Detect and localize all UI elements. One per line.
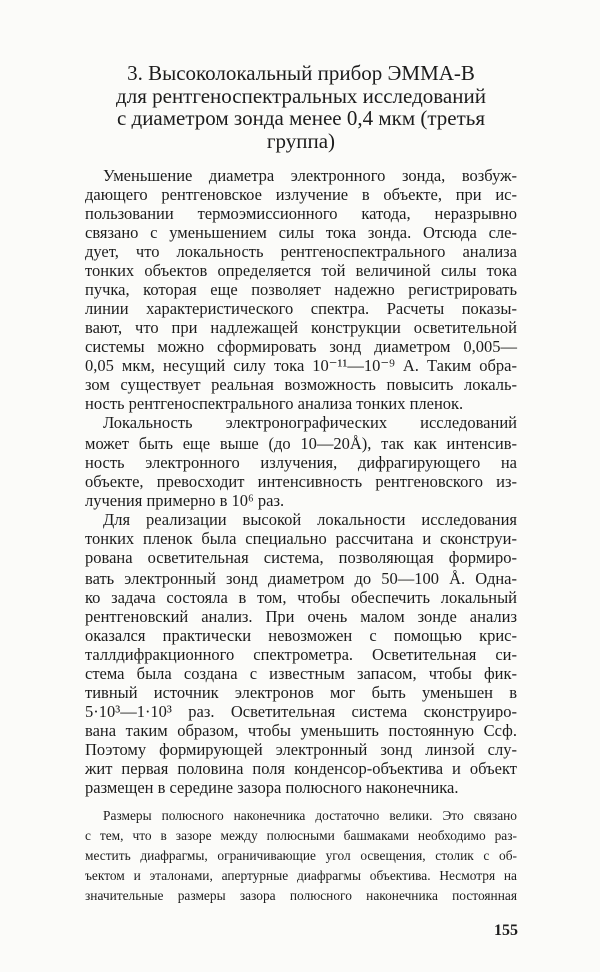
paragraph — [85, 166, 517, 413]
text-line: дует, что локальность рентгеноспектрального анализа — [85, 242, 517, 261]
text-line: ность рентгеноспектрального анализа тонких пленок. — [85, 394, 464, 413]
text-line: таллдифракционного спектрометра. Осветительная си- — [85, 645, 517, 664]
footnote-line: местить диафрагмы, ограничивающие угол освещения, столик с об- — [85, 848, 517, 863]
title-line: для рентгеноспектральных исследований — [116, 83, 486, 108]
text-line: может быть еще выше (до 10—20Å), так как интенсив- — [85, 434, 517, 453]
text-line: размещен в середине зазора полюсного наконечника. — [85, 778, 459, 797]
text-line: вана таким образом, чтобы уменьшить постоянную Cсф. — [85, 721, 517, 740]
footnote-text — [85, 806, 517, 906]
footnote-line: Размеры полюсного наконечника достаточно велики. Это связано — [103, 808, 517, 823]
text-line: зом существует реальная возможность повысить локаль- — [85, 375, 517, 394]
text-line: пользовании термоэмиссионного катода, неразрывно — [85, 204, 517, 223]
text-line: 5·10³—1·10³ раз. Осветительная система сконструиро- — [85, 702, 517, 721]
text-line: ко задача состояла в том, чтобы обеспечить локальный — [85, 588, 517, 607]
title-line: с диаметром зонда менее 0,4 мкм (третья — [116, 106, 486, 130]
text-line: тонких объектов определяется той величиной силы тока — [85, 261, 517, 280]
text-line: дающего рентгеновское излучение в объекте, при ис- — [85, 185, 517, 204]
text-line: оказался практически невозможен с помощью крис- — [85, 626, 517, 645]
text-line: пучка, которая еще позволяет надежно регистрировать — [85, 280, 517, 299]
footnote-line: ъектом и эталонами, апертурные диафрагмы объектива. Несмотря на — [85, 868, 517, 883]
paragraph — [85, 413, 517, 510]
text-line: рована осветительная система, позволяющая формиро- — [85, 548, 517, 567]
text-line: жит первая половина поля конденсор-объектива и объект — [85, 759, 517, 778]
text-line: линии характеристического спектра. Расчеты показы- — [85, 299, 517, 318]
text-line: 0,05 мкм, несущий силу тока 10⁻¹¹—10⁻⁹ А. Таким обра- — [85, 356, 517, 375]
text-line: тонких пленок была специально рассчитана и сконструи- — [85, 529, 517, 548]
text-line: ность электронного излучения, дифрагирующего на — [85, 453, 517, 472]
text-line: вать электронный зонд диаметром до 50—100 Å. Одна- — [85, 569, 517, 588]
text-line: связано с уменьшением силы тока зонда. Отсюда сле- — [85, 223, 517, 242]
text-line: системы можно сформировать зонд диаметром 0,005— — [85, 337, 517, 356]
title-line: группа) — [266, 128, 336, 153]
section-title — [80, 62, 522, 152]
paragraph — [85, 510, 517, 797]
body-text — [85, 166, 517, 797]
footnote-line: с тем, что в зазоре между полюсными башмаками необходимо раз- — [85, 828, 517, 843]
text-line: лучения примерно в 10⁶ раз. — [85, 491, 285, 510]
title-line: 3. Высоколокальный прибор ЭММА-В — [127, 61, 475, 85]
text-line: Для реализации высокой локальности исследования — [103, 510, 517, 529]
text-line: рентгеновский анализ. При очень малом зонде анализ — [85, 607, 517, 626]
text-line: вают, что при надлежащей конструкции осветительной — [85, 318, 517, 337]
text-line: тивный источник электронов мог быть уменьшен в — [85, 683, 517, 702]
text-line: Локальность электронографических исследований — [103, 413, 517, 432]
text-line: стема была создана с известным запасом, чтобы фик- — [85, 664, 517, 683]
text-line: Уменьшение диаметра электронного зонда, возбуж- — [103, 166, 517, 185]
page-number: 155 — [494, 922, 518, 939]
footnote-line: значительные размеры зазора полюсного наконечника постоянная — [85, 888, 517, 903]
text-line: Поэтому формирующей электронный зонд линзой слу- — [85, 740, 517, 759]
text-line: объекте, превосходит интенсивность рентгеновского из- — [85, 472, 517, 491]
